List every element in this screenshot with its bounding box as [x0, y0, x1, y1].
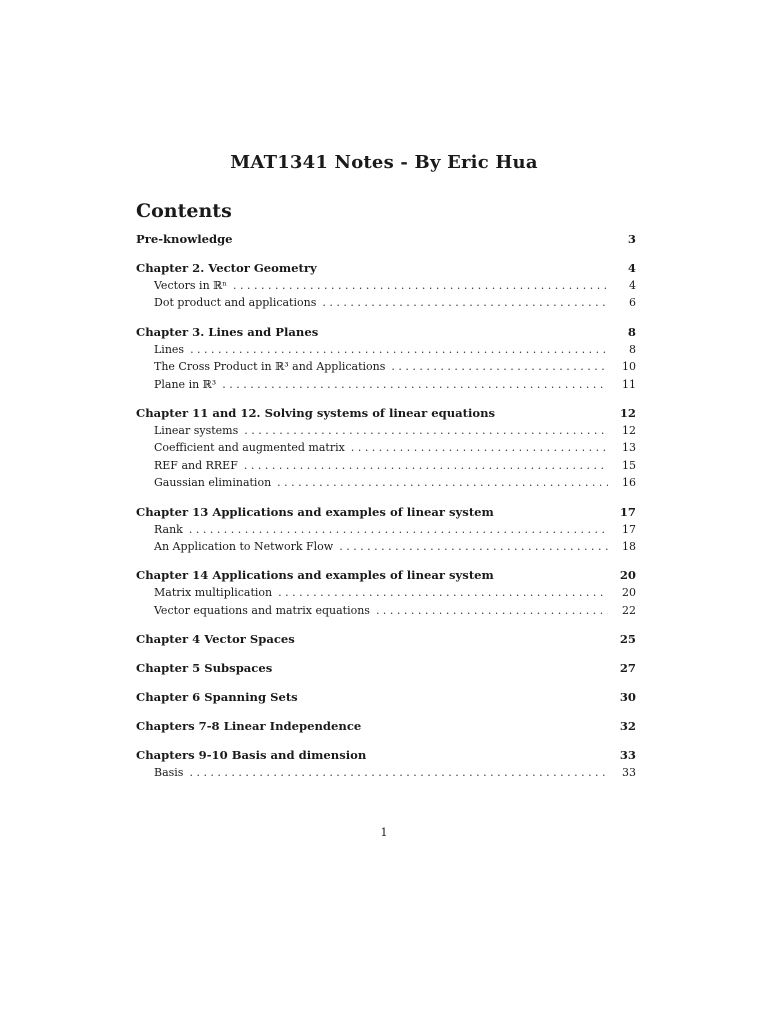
toc-chapter-entry[interactable] [136, 661, 636, 679]
toc-section-page: 10 [622, 360, 636, 374]
toc-section-title: Rank [154, 522, 183, 536]
toc-section-entry[interactable] [136, 296, 636, 313]
toc-section-title: Coefficient and augmented matrix [154, 441, 345, 455]
toc-chapter-page: 27 [619, 661, 636, 676]
toc-section-entry[interactable] [136, 343, 636, 360]
toc-chapter-entry[interactable] [136, 325, 636, 343]
toc-chapter [136, 632, 636, 650]
toc-chapter-entry[interactable] [136, 568, 636, 586]
toc-chapter [136, 661, 636, 679]
toc-chapter-title: Chapter 13 Applications and examples of linear system [136, 504, 494, 519]
toc-chapter-entry[interactable] [136, 406, 636, 424]
toc-chapter-title: Chapter 3. Lines and Planes [136, 324, 319, 339]
toc-section-page: 8 [629, 342, 636, 356]
toc-chapter [136, 690, 636, 708]
toc-section-page: 15 [622, 458, 636, 472]
toc-chapter-page: 30 [619, 690, 636, 705]
toc-chapter-title: Pre-knowledge [136, 232, 233, 246]
toc-section-title: Gaussian elimination [154, 476, 272, 490]
toc-section-entry[interactable] [136, 378, 636, 395]
toc-dot-leader [339, 540, 608, 553]
toc-chapter-entry[interactable] [136, 261, 636, 279]
toc-chapter-title: Chapters 9-10 Basis and dimension [136, 748, 367, 763]
toc-section-title: REF and RREF [154, 458, 238, 472]
toc-chapter [136, 719, 636, 737]
toc-chapter [136, 406, 636, 494]
toc-section-title: Matrix multiplication [154, 586, 273, 600]
toc-section-title: Dot product and applications [154, 296, 317, 310]
toc-dot-leader [189, 523, 608, 536]
toc-chapter-page: 17 [619, 504, 636, 519]
toc-section-page: 6 [629, 296, 636, 310]
toc-dot-leader [244, 459, 608, 472]
toc-section-page: 11 [622, 377, 636, 391]
toc-dot-leader [322, 296, 608, 309]
contents-heading: Contents [136, 200, 232, 222]
toc-chapter-title: Chapter 5 Subspaces [136, 661, 273, 676]
toc-chapter-entry[interactable] [136, 748, 636, 766]
toc-section-page: 18 [622, 539, 636, 553]
toc-chapter-title: Chapter 6 Spanning Sets [136, 690, 298, 705]
toc-section-title: Vectors in ℝⁿ [154, 279, 228, 292]
toc-dot-leader [244, 424, 608, 437]
toc-section-title: Linear systems [154, 423, 239, 437]
toc-chapter [136, 325, 636, 395]
toc-dot-leader [376, 604, 608, 617]
toc-section-title: Basis [154, 766, 184, 780]
toc-section-page: 4 [629, 279, 636, 292]
toc-section-title: The Cross Product in ℝ³ and Applications [154, 360, 386, 374]
toc-chapter-page: 4 [627, 261, 636, 275]
toc-section-entry[interactable] [136, 540, 636, 557]
toc-section-entry[interactable] [136, 604, 636, 621]
toc-section-entry[interactable] [136, 459, 636, 476]
toc-chapter [136, 261, 636, 314]
toc-chapter [136, 505, 636, 558]
toc-section-page: 13 [622, 441, 636, 455]
toc-chapter-title: Chapter 14 Applications and examples of linear system [136, 568, 494, 583]
toc-section-title: An Application to Network Flow [154, 539, 334, 553]
toc-section-title: Lines [154, 342, 185, 356]
toc-section-entry[interactable] [136, 766, 636, 783]
toc-section-entry[interactable] [136, 424, 636, 441]
toc-section-page: 22 [622, 603, 636, 617]
toc-section-page: 17 [622, 522, 636, 536]
toc-section-title: Vector equations and matrix equations [154, 603, 370, 617]
toc-dot-leader [233, 279, 608, 292]
toc-chapter-entry[interactable] [136, 232, 636, 250]
toc-chapter-title: Chapter 2. Vector Geometry [136, 261, 317, 275]
toc-chapter [136, 748, 636, 783]
toc-chapter [136, 568, 636, 621]
toc-chapter-page: 25 [619, 632, 636, 647]
toc-chapter-page: 3 [627, 232, 636, 246]
toc-section-entry[interactable] [136, 523, 636, 540]
toc-section-page: 16 [622, 476, 636, 490]
toc-chapter-entry[interactable] [136, 690, 636, 708]
toc-chapter-title: Chapter 4 Vector Spaces [136, 632, 295, 647]
toc-section-title: Plane in ℝ³ [154, 377, 217, 391]
table-of-contents [136, 232, 636, 794]
toc-chapter-page: 20 [619, 568, 636, 583]
toc-chapter [136, 232, 636, 250]
toc-chapter-entry[interactable] [136, 505, 636, 523]
document-title: MAT1341 Notes - By Eric Hua [230, 152, 538, 173]
toc-section-entry[interactable] [136, 586, 636, 603]
toc-chapter-title: Chapters 7-8 Linear Independence [136, 719, 362, 734]
toc-chapter-title: Chapter 11 and 12. Solving systems of linear equations [136, 405, 496, 420]
toc-dot-leader [189, 766, 608, 779]
toc-chapter-page: 8 [627, 324, 636, 339]
toc-section-entry[interactable] [136, 279, 636, 296]
toc-chapter-page: 12 [619, 405, 636, 420]
toc-dot-leader [391, 360, 608, 373]
toc-section-entry[interactable] [136, 441, 636, 458]
toc-section-page: 20 [622, 586, 636, 600]
toc-section-page: 12 [622, 423, 636, 437]
toc-dot-leader [190, 343, 608, 356]
toc-dot-leader [351, 441, 608, 454]
page-number: 1 [380, 826, 388, 839]
toc-section-entry[interactable] [136, 360, 636, 377]
toc-dot-leader [277, 476, 608, 489]
toc-dot-leader [278, 586, 608, 599]
toc-chapter-page: 33 [619, 748, 636, 763]
toc-chapter-entry[interactable] [136, 719, 636, 737]
toc-chapter-page: 32 [619, 719, 636, 734]
toc-section-entry[interactable] [136, 476, 636, 493]
toc-dot-leader [222, 378, 608, 391]
toc-chapter-entry[interactable] [136, 632, 636, 650]
toc-section-page: 33 [622, 766, 636, 780]
